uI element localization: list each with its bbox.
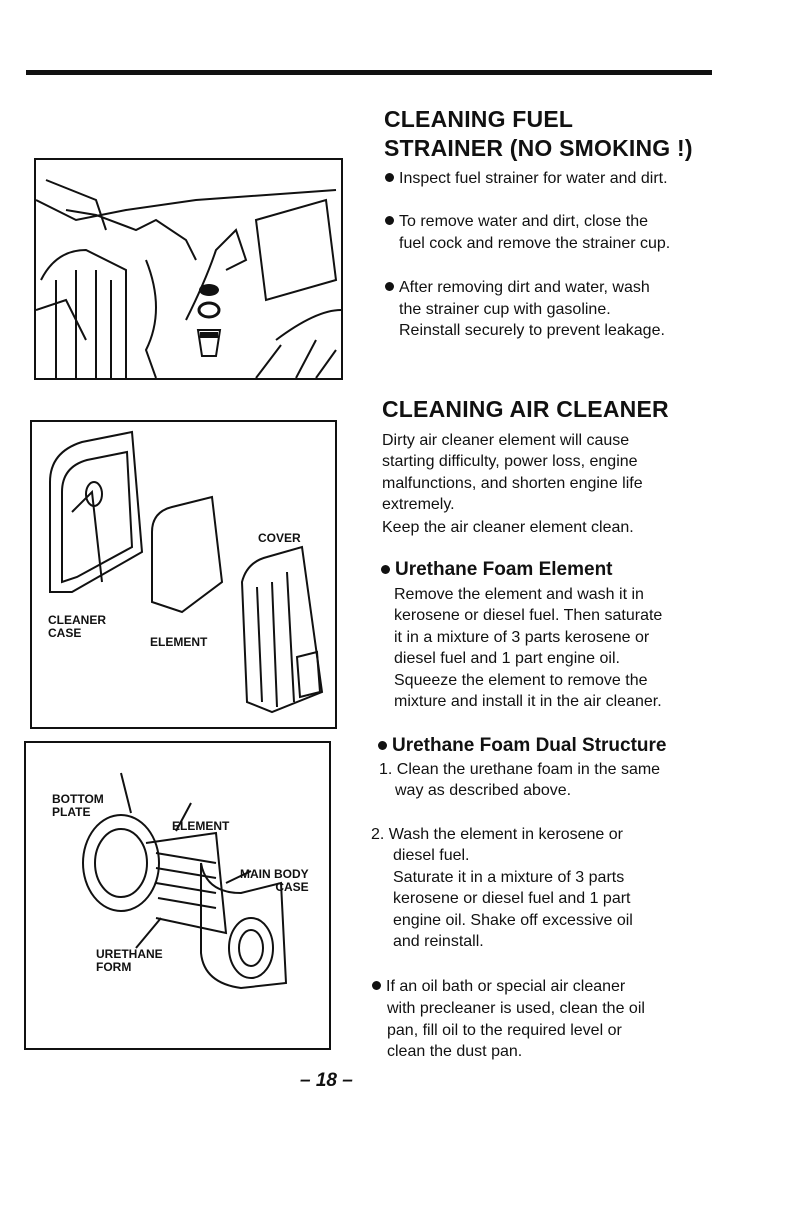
- dual-2f: and reinstall.: [393, 933, 484, 950]
- top-rule: [26, 70, 712, 75]
- main-body-case-label: MAIN BODY CASE: [240, 867, 309, 894]
- bullet-dot: [385, 173, 394, 182]
- bullet-dot: [385, 282, 394, 291]
- dual-2b: diesel fuel.: [393, 847, 470, 864]
- foam-line-6: mixture and install it in the air cleaner.: [394, 693, 662, 710]
- dual-1a: 1. Clean the urethane foam in the same: [379, 761, 661, 778]
- air-title: CLEANING AIR CLEANER: [382, 396, 669, 422]
- bullet-dot: [372, 981, 381, 990]
- dual-structure-illustration: [26, 743, 329, 1048]
- fuel-bullet-2: [385, 211, 648, 233]
- fuel-bullet-3-text-3: Reinstall securely to prevent leakage.: [399, 322, 665, 339]
- oil-bullet: [372, 976, 625, 998]
- dual-1b: way as described above.: [395, 782, 572, 799]
- fuel-bullet-3-text-2: the strainer cup with gasoline.: [399, 301, 611, 318]
- fuel-bullet-1-text: Inspect fuel strainer for water and dirt.: [399, 170, 668, 187]
- dual-structure-figure: [24, 741, 331, 1050]
- oil-line-1: If an oil bath or special air cleaner: [386, 978, 626, 995]
- fuel-strainer-illustration: [36, 160, 341, 378]
- urethane-form-label: URETHANE FORM: [96, 947, 163, 974]
- bottom-plate-label: BOTTOM PLATE: [52, 792, 104, 819]
- foam-line-5: Squeeze the element to remove the: [394, 672, 648, 689]
- fuel-title-line-2: STRAINER (NO SMOKING !): [384, 135, 693, 161]
- fuel-bullet-3: [385, 277, 650, 299]
- air-intro-5: Keep the air cleaner element clean.: [382, 519, 634, 536]
- element-label: ELEMENT: [150, 635, 208, 649]
- fuel-bullet-2-text-2: fuel cock and remove the strainer cup.: [399, 235, 671, 252]
- fuel-title-line-1: CLEANING FUEL: [384, 106, 574, 132]
- fuel-bullet-2-text-1: To remove water and dirt, close the: [399, 213, 649, 230]
- cover-label: COVER: [258, 531, 301, 545]
- air-intro-3: malfunctions, and shorten engine life: [382, 475, 643, 492]
- foam-line-1: Remove the element and wash it in: [394, 586, 644, 603]
- dual-title-text: Urethane Foam Dual Structure: [392, 735, 667, 756]
- dual-title: [378, 734, 667, 757]
- oil-line-2: with precleaner is used, clean the oil: [387, 1000, 645, 1017]
- dual-2a: 2. Wash the element in kerosene or: [371, 826, 623, 843]
- air-intro-1: Dirty air cleaner element will cause: [382, 432, 630, 449]
- page-number: – 18 –: [300, 1070, 353, 1091]
- foam-line-3: it in a mixture of 3 parts kerosene or: [394, 629, 650, 646]
- element-label-2: ELEMENT: [172, 819, 230, 833]
- oil-line-3: pan, fill oil to the required level or: [387, 1022, 622, 1039]
- dual-2c: Saturate it in a mixture of 3 parts: [393, 869, 625, 886]
- air-cleaner-figure: [30, 420, 337, 729]
- fuel-strainer-figure: [34, 158, 343, 380]
- dual-2e: engine oil. Shake off excessive oil: [393, 912, 633, 929]
- bullet-dot: [385, 216, 394, 225]
- fuel-bullet-1: [385, 168, 668, 190]
- foam-title: [381, 558, 613, 581]
- bullet-dot: [378, 741, 387, 750]
- oil-line-4: clean the dust pan.: [387, 1043, 523, 1060]
- foam-title-text: Urethane Foam Element: [395, 559, 613, 580]
- foam-line-4: diesel fuel and 1 part engine oil.: [394, 650, 620, 667]
- bullet-dot: [381, 565, 390, 574]
- air-intro-2: starting difficulty, power loss, engine: [382, 453, 638, 470]
- foam-line-2: kerosene or diesel fuel. Then saturate: [394, 607, 663, 624]
- dual-2d: kerosene or diesel fuel and 1 part: [393, 890, 631, 907]
- air-intro-4: extremely.: [382, 496, 455, 513]
- air-cleaner-illustration: [32, 422, 335, 727]
- cleaner-case-label: CLEANER CASE: [48, 613, 107, 640]
- fuel-bullet-3-text-1: After removing dirt and water, wash: [399, 279, 650, 296]
